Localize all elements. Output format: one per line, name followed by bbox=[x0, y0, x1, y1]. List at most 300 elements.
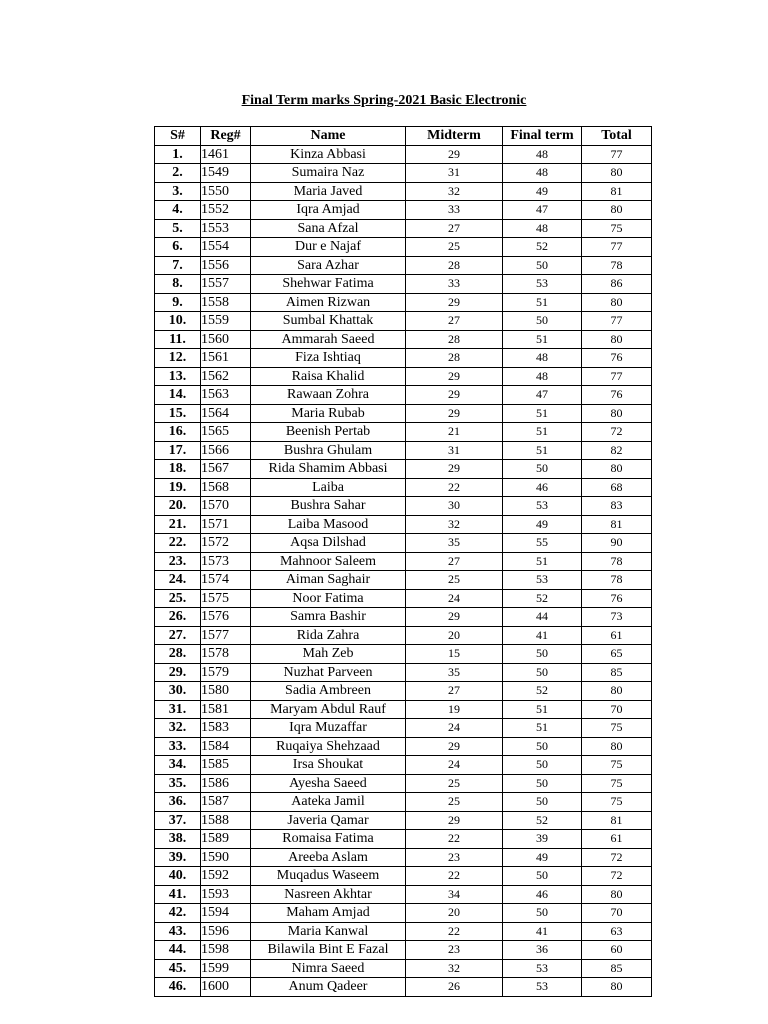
table-row bbox=[155, 867, 652, 886]
final-term-marks-cell: 53 bbox=[503, 571, 582, 590]
serial-number-cell: 31. bbox=[155, 700, 201, 719]
registration-number-cell: 1588 bbox=[201, 811, 251, 830]
total-marks-cell: 85 bbox=[582, 959, 652, 978]
registration-number-cell: 1599 bbox=[201, 959, 251, 978]
table-row bbox=[155, 293, 652, 312]
registration-number-cell: 1589 bbox=[201, 830, 251, 849]
total-marks-cell: 75 bbox=[582, 219, 652, 238]
midterm-marks-cell: 29 bbox=[406, 386, 503, 405]
final-term-marks-cell: 51 bbox=[503, 441, 582, 460]
final-term-marks-cell: 46 bbox=[503, 885, 582, 904]
table-row bbox=[155, 515, 652, 534]
student-name-cell: Laiba bbox=[251, 478, 406, 497]
student-name-cell: Ruqaiya Shehzaad bbox=[251, 737, 406, 756]
registration-number-cell: 1592 bbox=[201, 867, 251, 886]
midterm-marks-cell: 27 bbox=[406, 219, 503, 238]
serial-number-cell: 33. bbox=[155, 737, 201, 756]
student-name-cell: Bushra Sahar bbox=[251, 497, 406, 516]
final-term-marks-cell: 50 bbox=[503, 904, 582, 923]
student-name-cell: Nimra Saeed bbox=[251, 959, 406, 978]
registration-number-cell: 1583 bbox=[201, 719, 251, 738]
total-marks-cell: 80 bbox=[582, 330, 652, 349]
registration-number-cell: 1550 bbox=[201, 182, 251, 201]
table-row bbox=[155, 904, 652, 923]
table-row bbox=[155, 719, 652, 738]
student-name-cell: Bilawila Bint E Fazal bbox=[251, 941, 406, 960]
total-marks-cell: 82 bbox=[582, 441, 652, 460]
total-marks-cell: 80 bbox=[582, 404, 652, 423]
table-row bbox=[155, 386, 652, 405]
final-term-marks-cell: 50 bbox=[503, 256, 582, 275]
total-marks-cell: 76 bbox=[582, 386, 652, 405]
final-term-marks-cell: 52 bbox=[503, 589, 582, 608]
final-term-marks-cell: 47 bbox=[503, 386, 582, 405]
total-marks-cell: 80 bbox=[582, 460, 652, 479]
student-name-cell: Rawaan Zohra bbox=[251, 386, 406, 405]
final-term-marks-cell: 50 bbox=[503, 312, 582, 331]
student-name-cell: Muqadus Waseem bbox=[251, 867, 406, 886]
table-row bbox=[155, 423, 652, 442]
table-row bbox=[155, 663, 652, 682]
total-marks-cell: 78 bbox=[582, 256, 652, 275]
registration-number-cell: 1554 bbox=[201, 238, 251, 257]
registration-number-cell: 1567 bbox=[201, 460, 251, 479]
total-marks-cell: 80 bbox=[582, 885, 652, 904]
table-row bbox=[155, 219, 652, 238]
total-marks-cell: 86 bbox=[582, 275, 652, 294]
student-name-cell: Bushra Ghulam bbox=[251, 441, 406, 460]
midterm-marks-cell: 28 bbox=[406, 349, 503, 368]
serial-number-cell: 41. bbox=[155, 885, 201, 904]
midterm-marks-cell: 24 bbox=[406, 719, 503, 738]
midterm-marks-cell: 24 bbox=[406, 756, 503, 775]
serial-number-cell: 7. bbox=[155, 256, 201, 275]
midterm-marks-cell: 20 bbox=[406, 904, 503, 923]
final-term-marks-cell: 50 bbox=[503, 737, 582, 756]
student-name-cell: Shehwar Fatima bbox=[251, 275, 406, 294]
final-term-marks-cell: 48 bbox=[503, 164, 582, 183]
total-marks-cell: 73 bbox=[582, 608, 652, 627]
final-term-marks-cell: 50 bbox=[503, 867, 582, 886]
midterm-marks-cell: 29 bbox=[406, 608, 503, 627]
serial-number-cell: 8. bbox=[155, 275, 201, 294]
midterm-marks-cell: 29 bbox=[406, 145, 503, 164]
midterm-marks-cell: 31 bbox=[406, 164, 503, 183]
table-row bbox=[155, 478, 652, 497]
header-row bbox=[155, 127, 652, 146]
header-name: Name bbox=[251, 127, 406, 146]
final-term-marks-cell: 49 bbox=[503, 848, 582, 867]
serial-number-cell: 25. bbox=[155, 589, 201, 608]
student-name-cell: Romaisa Fatima bbox=[251, 830, 406, 849]
midterm-marks-cell: 27 bbox=[406, 312, 503, 331]
registration-number-cell: 1572 bbox=[201, 534, 251, 553]
midterm-marks-cell: 30 bbox=[406, 497, 503, 516]
table-row bbox=[155, 978, 652, 997]
document-title: Final Term marks Spring-2021 Basic Electronic bbox=[241, 93, 527, 108]
registration-number-cell: 1574 bbox=[201, 571, 251, 590]
table-body bbox=[155, 145, 652, 996]
final-term-marks-cell: 47 bbox=[503, 201, 582, 220]
registration-number-cell: 1560 bbox=[201, 330, 251, 349]
midterm-marks-cell: 28 bbox=[406, 330, 503, 349]
serial-number-cell: 9. bbox=[155, 293, 201, 312]
header-total: Total bbox=[582, 127, 652, 146]
midterm-marks-cell: 33 bbox=[406, 275, 503, 294]
table-row bbox=[155, 571, 652, 590]
midterm-marks-cell: 21 bbox=[406, 423, 503, 442]
registration-number-cell: 1568 bbox=[201, 478, 251, 497]
total-marks-cell: 80 bbox=[582, 978, 652, 997]
midterm-marks-cell: 23 bbox=[406, 941, 503, 960]
serial-number-cell: 2. bbox=[155, 164, 201, 183]
final-term-marks-cell: 46 bbox=[503, 478, 582, 497]
student-name-cell: Sumbal Khattak bbox=[251, 312, 406, 331]
table-row bbox=[155, 256, 652, 275]
midterm-marks-cell: 26 bbox=[406, 978, 503, 997]
table-row bbox=[155, 959, 652, 978]
total-marks-cell: 80 bbox=[582, 293, 652, 312]
final-term-marks-cell: 41 bbox=[503, 626, 582, 645]
student-name-cell: Sara Azhar bbox=[251, 256, 406, 275]
student-name-cell: Iqra Muzaffar bbox=[251, 719, 406, 738]
student-name-cell: Raisa Khalid bbox=[251, 367, 406, 386]
registration-number-cell: 1552 bbox=[201, 201, 251, 220]
table-row bbox=[155, 182, 652, 201]
midterm-marks-cell: 35 bbox=[406, 663, 503, 682]
table-row bbox=[155, 534, 652, 553]
total-marks-cell: 63 bbox=[582, 922, 652, 941]
table-row bbox=[155, 626, 652, 645]
serial-number-cell: 6. bbox=[155, 238, 201, 257]
serial-number-cell: 46. bbox=[155, 978, 201, 997]
midterm-marks-cell: 22 bbox=[406, 478, 503, 497]
final-term-marks-cell: 55 bbox=[503, 534, 582, 553]
serial-number-cell: 11. bbox=[155, 330, 201, 349]
table-row bbox=[155, 645, 652, 664]
student-name-cell: Javeria Qamar bbox=[251, 811, 406, 830]
total-marks-cell: 80 bbox=[582, 201, 652, 220]
total-marks-cell: 75 bbox=[582, 756, 652, 775]
table-row bbox=[155, 941, 652, 960]
registration-number-cell: 1586 bbox=[201, 774, 251, 793]
serial-number-cell: 32. bbox=[155, 719, 201, 738]
student-name-cell: Laiba Masood bbox=[251, 515, 406, 534]
registration-number-cell: 1587 bbox=[201, 793, 251, 812]
total-marks-cell: 75 bbox=[582, 719, 652, 738]
table-row bbox=[155, 830, 652, 849]
total-marks-cell: 90 bbox=[582, 534, 652, 553]
total-marks-cell: 68 bbox=[582, 478, 652, 497]
final-term-marks-cell: 48 bbox=[503, 219, 582, 238]
table-row bbox=[155, 312, 652, 331]
table-row bbox=[155, 922, 652, 941]
registration-number-cell: 1571 bbox=[201, 515, 251, 534]
table-row bbox=[155, 608, 652, 627]
registration-number-cell: 1566 bbox=[201, 441, 251, 460]
table-row bbox=[155, 275, 652, 294]
serial-number-cell: 27. bbox=[155, 626, 201, 645]
registration-number-cell: 1575 bbox=[201, 589, 251, 608]
total-marks-cell: 70 bbox=[582, 904, 652, 923]
final-term-marks-cell: 50 bbox=[503, 756, 582, 775]
midterm-marks-cell: 15 bbox=[406, 645, 503, 664]
table-row bbox=[155, 330, 652, 349]
total-marks-cell: 81 bbox=[582, 182, 652, 201]
registration-number-cell: 1570 bbox=[201, 497, 251, 516]
student-name-cell: Areeba Aslam bbox=[251, 848, 406, 867]
registration-number-cell: 1596 bbox=[201, 922, 251, 941]
midterm-marks-cell: 32 bbox=[406, 182, 503, 201]
total-marks-cell: 72 bbox=[582, 867, 652, 886]
total-marks-cell: 70 bbox=[582, 700, 652, 719]
final-term-marks-cell: 50 bbox=[503, 774, 582, 793]
final-term-marks-cell: 51 bbox=[503, 700, 582, 719]
student-name-cell: Maria Javed bbox=[251, 182, 406, 201]
registration-number-cell: 1600 bbox=[201, 978, 251, 997]
student-name-cell: Sana Afzal bbox=[251, 219, 406, 238]
table-row bbox=[155, 460, 652, 479]
midterm-marks-cell: 31 bbox=[406, 441, 503, 460]
header-serial-number: S# bbox=[155, 127, 201, 146]
registration-number-cell: 1578 bbox=[201, 645, 251, 664]
student-name-cell: Dur e Najaf bbox=[251, 238, 406, 257]
total-marks-cell: 77 bbox=[582, 238, 652, 257]
serial-number-cell: 4. bbox=[155, 201, 201, 220]
total-marks-cell: 72 bbox=[582, 423, 652, 442]
midterm-marks-cell: 29 bbox=[406, 293, 503, 312]
final-term-marks-cell: 50 bbox=[503, 645, 582, 664]
serial-number-cell: 21. bbox=[155, 515, 201, 534]
student-name-cell: Sumaira Naz bbox=[251, 164, 406, 183]
serial-number-cell: 29. bbox=[155, 663, 201, 682]
serial-number-cell: 10. bbox=[155, 312, 201, 331]
midterm-marks-cell: 35 bbox=[406, 534, 503, 553]
serial-number-cell: 44. bbox=[155, 941, 201, 960]
midterm-marks-cell: 29 bbox=[406, 737, 503, 756]
total-marks-cell: 61 bbox=[582, 830, 652, 849]
final-term-marks-cell: 48 bbox=[503, 145, 582, 164]
midterm-marks-cell: 22 bbox=[406, 830, 503, 849]
table-row bbox=[155, 811, 652, 830]
serial-number-cell: 36. bbox=[155, 793, 201, 812]
midterm-marks-cell: 29 bbox=[406, 367, 503, 386]
table-row bbox=[155, 145, 652, 164]
midterm-marks-cell: 25 bbox=[406, 793, 503, 812]
student-name-cell: Iqra Amjad bbox=[251, 201, 406, 220]
registration-number-cell: 1562 bbox=[201, 367, 251, 386]
total-marks-cell: 80 bbox=[582, 164, 652, 183]
serial-number-cell: 22. bbox=[155, 534, 201, 553]
student-name-cell: Rida Zahra bbox=[251, 626, 406, 645]
final-term-marks-cell: 50 bbox=[503, 663, 582, 682]
total-marks-cell: 78 bbox=[582, 571, 652, 590]
midterm-marks-cell: 25 bbox=[406, 238, 503, 257]
student-name-cell: Maryam Abdul Rauf bbox=[251, 700, 406, 719]
midterm-marks-cell: 22 bbox=[406, 922, 503, 941]
student-name-cell: Anum Qadeer bbox=[251, 978, 406, 997]
final-term-marks-cell: 51 bbox=[503, 404, 582, 423]
registration-number-cell: 1593 bbox=[201, 885, 251, 904]
serial-number-cell: 23. bbox=[155, 552, 201, 571]
serial-number-cell: 26. bbox=[155, 608, 201, 627]
final-term-marks-cell: 48 bbox=[503, 349, 582, 368]
student-name-cell: Rida Shamim Abbasi bbox=[251, 460, 406, 479]
serial-number-cell: 19. bbox=[155, 478, 201, 497]
serial-number-cell: 20. bbox=[155, 497, 201, 516]
total-marks-cell: 65 bbox=[582, 645, 652, 664]
registration-number-cell: 1558 bbox=[201, 293, 251, 312]
registration-number-cell: 1565 bbox=[201, 423, 251, 442]
total-marks-cell: 81 bbox=[582, 811, 652, 830]
midterm-marks-cell: 28 bbox=[406, 256, 503, 275]
total-marks-cell: 80 bbox=[582, 682, 652, 701]
registration-number-cell: 1584 bbox=[201, 737, 251, 756]
table-row bbox=[155, 441, 652, 460]
registration-number-cell: 1577 bbox=[201, 626, 251, 645]
final-term-marks-cell: 39 bbox=[503, 830, 582, 849]
total-marks-cell: 61 bbox=[582, 626, 652, 645]
final-term-marks-cell: 52 bbox=[503, 811, 582, 830]
serial-number-cell: 45. bbox=[155, 959, 201, 978]
midterm-marks-cell: 32 bbox=[406, 959, 503, 978]
midterm-marks-cell: 32 bbox=[406, 515, 503, 534]
registration-number-cell: 1579 bbox=[201, 663, 251, 682]
student-name-cell: Ayesha Saeed bbox=[251, 774, 406, 793]
final-term-marks-cell: 41 bbox=[503, 922, 582, 941]
registration-number-cell: 1556 bbox=[201, 256, 251, 275]
table-row bbox=[155, 756, 652, 775]
registration-number-cell: 1557 bbox=[201, 275, 251, 294]
marks-table bbox=[154, 126, 652, 997]
serial-number-cell: 39. bbox=[155, 848, 201, 867]
total-marks-cell: 76 bbox=[582, 589, 652, 608]
total-marks-cell: 72 bbox=[582, 848, 652, 867]
final-term-marks-cell: 51 bbox=[503, 330, 582, 349]
header-registration-number: Reg# bbox=[201, 127, 251, 146]
serial-number-cell: 37. bbox=[155, 811, 201, 830]
student-name-cell: Maham Amjad bbox=[251, 904, 406, 923]
midterm-marks-cell: 34 bbox=[406, 885, 503, 904]
serial-number-cell: 5. bbox=[155, 219, 201, 238]
serial-number-cell: 38. bbox=[155, 830, 201, 849]
table-row bbox=[155, 774, 652, 793]
final-term-marks-cell: 53 bbox=[503, 959, 582, 978]
table-row bbox=[155, 682, 652, 701]
registration-number-cell: 1549 bbox=[201, 164, 251, 183]
student-name-cell: Aqsa Dilshad bbox=[251, 534, 406, 553]
registration-number-cell: 1461 bbox=[201, 145, 251, 164]
header-midterm: Midterm bbox=[406, 127, 503, 146]
total-marks-cell: 77 bbox=[582, 145, 652, 164]
serial-number-cell: 15. bbox=[155, 404, 201, 423]
final-term-marks-cell: 51 bbox=[503, 552, 582, 571]
student-name-cell: Ammarah Saeed bbox=[251, 330, 406, 349]
serial-number-cell: 14. bbox=[155, 386, 201, 405]
midterm-marks-cell: 24 bbox=[406, 589, 503, 608]
serial-number-cell: 18. bbox=[155, 460, 201, 479]
midterm-marks-cell: 25 bbox=[406, 774, 503, 793]
table-row bbox=[155, 589, 652, 608]
student-name-cell: Nuzhat Parveen bbox=[251, 663, 406, 682]
table-row bbox=[155, 700, 652, 719]
student-name-cell: Irsa Shoukat bbox=[251, 756, 406, 775]
serial-number-cell: 35. bbox=[155, 774, 201, 793]
total-marks-cell: 60 bbox=[582, 941, 652, 960]
header-final-term: Final term bbox=[503, 127, 582, 146]
serial-number-cell: 43. bbox=[155, 922, 201, 941]
final-term-marks-cell: 51 bbox=[503, 293, 582, 312]
student-name-cell: Samra Bashir bbox=[251, 608, 406, 627]
serial-number-cell: 24. bbox=[155, 571, 201, 590]
final-term-marks-cell: 36 bbox=[503, 941, 582, 960]
total-marks-cell: 77 bbox=[582, 367, 652, 386]
table-row bbox=[155, 552, 652, 571]
final-term-marks-cell: 50 bbox=[503, 793, 582, 812]
serial-number-cell: 13. bbox=[155, 367, 201, 386]
final-term-marks-cell: 52 bbox=[503, 238, 582, 257]
registration-number-cell: 1580 bbox=[201, 682, 251, 701]
table-row bbox=[155, 201, 652, 220]
final-term-marks-cell: 48 bbox=[503, 367, 582, 386]
midterm-marks-cell: 33 bbox=[406, 201, 503, 220]
table-row bbox=[155, 349, 652, 368]
student-name-cell: Aateka Jamil bbox=[251, 793, 406, 812]
midterm-marks-cell: 23 bbox=[406, 848, 503, 867]
midterm-marks-cell: 19 bbox=[406, 700, 503, 719]
serial-number-cell: 30. bbox=[155, 682, 201, 701]
student-name-cell: Maria Kanwal bbox=[251, 922, 406, 941]
student-name-cell: Aimen Rizwan bbox=[251, 293, 406, 312]
student-name-cell: Aiman Saghair bbox=[251, 571, 406, 590]
final-term-marks-cell: 53 bbox=[503, 497, 582, 516]
midterm-marks-cell: 29 bbox=[406, 460, 503, 479]
serial-number-cell: 1. bbox=[155, 145, 201, 164]
table-row bbox=[155, 164, 652, 183]
registration-number-cell: 1594 bbox=[201, 904, 251, 923]
table-row bbox=[155, 848, 652, 867]
student-name-cell: Noor Fatima bbox=[251, 589, 406, 608]
total-marks-cell: 76 bbox=[582, 349, 652, 368]
final-term-marks-cell: 49 bbox=[503, 515, 582, 534]
final-term-marks-cell: 52 bbox=[503, 682, 582, 701]
final-term-marks-cell: 53 bbox=[503, 978, 582, 997]
total-marks-cell: 83 bbox=[582, 497, 652, 516]
table-row bbox=[155, 737, 652, 756]
table-row bbox=[155, 238, 652, 257]
total-marks-cell: 81 bbox=[582, 515, 652, 534]
registration-number-cell: 1590 bbox=[201, 848, 251, 867]
student-name-cell: Mahnoor Saleem bbox=[251, 552, 406, 571]
total-marks-cell: 78 bbox=[582, 552, 652, 571]
serial-number-cell: 34. bbox=[155, 756, 201, 775]
midterm-marks-cell: 27 bbox=[406, 682, 503, 701]
registration-number-cell: 1581 bbox=[201, 700, 251, 719]
total-marks-cell: 75 bbox=[582, 793, 652, 812]
registration-number-cell: 1576 bbox=[201, 608, 251, 627]
total-marks-cell: 80 bbox=[582, 737, 652, 756]
midterm-marks-cell: 25 bbox=[406, 571, 503, 590]
table-row bbox=[155, 404, 652, 423]
registration-number-cell: 1553 bbox=[201, 219, 251, 238]
serial-number-cell: 16. bbox=[155, 423, 201, 442]
midterm-marks-cell: 29 bbox=[406, 811, 503, 830]
registration-number-cell: 1573 bbox=[201, 552, 251, 571]
midterm-marks-cell: 20 bbox=[406, 626, 503, 645]
serial-number-cell: 40. bbox=[155, 867, 201, 886]
final-term-marks-cell: 51 bbox=[503, 423, 582, 442]
table-row bbox=[155, 367, 652, 386]
